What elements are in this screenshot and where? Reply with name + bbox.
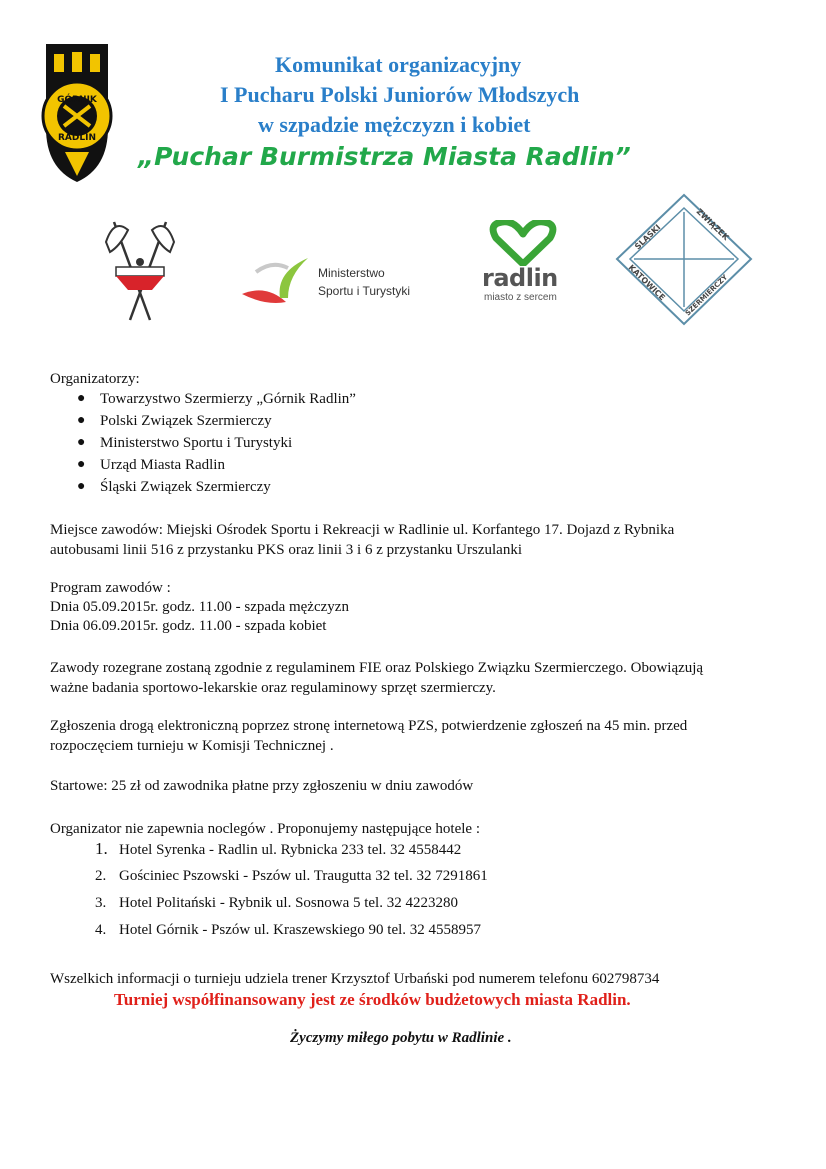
organizer-name: Towarzystwo Szermierzy „Górnik Radlin” (100, 391, 356, 407)
bullet-icon: ● (77, 479, 86, 494)
hotel-number: 2. (95, 868, 107, 884)
radlin-logo-name: radlin (482, 264, 558, 292)
radlin-logo-tagline: miasto z sercem (484, 292, 557, 303)
program-line-2: Dnia 06.09.2015r. godz. 11.00 - szpada kobiet (50, 618, 327, 634)
ministry-logo-line-2: Sportu i Turystyki (318, 284, 411, 298)
gornik-radlin-logo (38, 40, 116, 185)
hotel-item (95, 895, 458, 912)
organizer-name: Urząd Miasta Radlin (100, 457, 225, 473)
gornik-logo-top-text: GÓRNIK (57, 95, 97, 105)
bullet-icon: ● (77, 391, 86, 406)
entry-fee: Startowe: 25 zł od zawodnika płatne przy zgłoszeniu w dniu zawodów (50, 778, 474, 794)
organizer-name: Polski Związek Szermierczy (100, 413, 272, 429)
radlin-city-logo (478, 220, 568, 305)
hotel-text: Hotel Politański - Rybnik ul. Sosnowa 5 tel. 32 4223280 (119, 895, 458, 911)
bullet-icon: ● (77, 457, 86, 472)
organizer-name: Ministerstwo Sportu i Turystyki (100, 435, 293, 451)
slaski-logo-right: ZWIĄZEK (694, 206, 731, 243)
hotel-number: 4. (95, 922, 107, 938)
hotel-text: Gościniec Pszowski - Pszów ul. Traugutta 32 tel. 32 7291861 (119, 868, 488, 884)
slaski-logo-top: ŚLĄSKI (633, 222, 663, 252)
gornik-logo-bottom-text: RADLIN (58, 133, 96, 143)
list-item (50, 410, 750, 432)
hotel-number: 1. (95, 839, 108, 858)
hotel-item (95, 868, 488, 885)
rules-line-1: Zawody rozegrane zostaną zgodnie z regulaminem FIE oraz Polskiego Związku Szermierczego. Obowiązują (50, 660, 704, 676)
organizers-heading: Organizatorzy: (50, 371, 140, 387)
ministry-logo-line-1: Ministerstwo (318, 266, 385, 280)
funding-notice: Turniej współfinansowany jest ze środków budżetowych miasta Radlin. (114, 990, 631, 1009)
venue-line-2: autobusami linii 516 z przystanku PKS oraz linii 3 i 6 z przystanku Urszulanki (50, 542, 523, 558)
bullet-icon: ● (77, 435, 86, 450)
title-line-2: I Pucharu Polski Juniorów Młodszych (220, 82, 580, 107)
closing-wish: Życzymy miłego pobytu w Radlinie . (290, 1030, 512, 1046)
bullet-icon: ● (77, 413, 86, 428)
hotel-text: Hotel Górnik - Pszów ul. Kraszewskiego 90 tel. 32 4558957 (119, 922, 482, 938)
slaski-zwiazek-logo (614, 192, 754, 327)
rules-line-2: ważne badania sportowo-lekarskie oraz regulaminowy sprzęt szermierczy. (50, 680, 496, 696)
contact-info: Wszelkich informacji o turnieju udziela trener Krzysztof Urbański pod numerem telefonu 602798734 (50, 971, 660, 987)
program-heading: Program zawodów : (50, 580, 171, 596)
hotels-heading: Organizator nie zapewnia noclegów . Proponujemy następujące hotele : (50, 821, 480, 837)
title-line-3: w szpadzie mężczyzn i kobiet (258, 112, 531, 137)
hotel-item (95, 839, 461, 859)
list-item (50, 454, 750, 476)
program-line-1: Dnia 05.09.2015r. godz. 11.00 - szpada mężczyzn (50, 599, 349, 615)
title-line-1: Komunikat organizacyjny (275, 52, 522, 77)
list-item (50, 476, 750, 498)
ministry-logo (228, 246, 433, 321)
hotel-number: 3. (95, 895, 107, 911)
title-line-4: „Puchar Burmistrza Miasta Radlin” (138, 142, 631, 171)
registration-line-1: Zgłoszenia drogą elektroniczną poprzez stronę internetową PZS, potwierdzenie zgłoszeń na 45 min. przed (50, 718, 688, 734)
list-item (50, 388, 750, 410)
hotel-text: Hotel Syrenka - Radlin ul. Rybnicka 233 tel. 32 4558442 (119, 842, 462, 858)
fencing-swords-logo (100, 212, 180, 324)
organizer-name: Śląski Związek Szermierczy (100, 479, 271, 495)
slaski-logo-bottom: SZERMIERCZY (683, 273, 730, 318)
organizers-list (50, 388, 750, 498)
venue-line-1: Miejsce zawodów: Miejski Ośrodek Sportu i Rekreacji w Radlinie ul. Korfantego 17. Dojazd z Rybnika (50, 522, 675, 538)
list-item (50, 432, 750, 454)
slaski-logo-left: KATOWICE (626, 262, 667, 303)
registration-line-2: rozpoczęciem turnieju w Komisji Technicznej . (50, 738, 334, 754)
hotel-item (95, 922, 481, 939)
